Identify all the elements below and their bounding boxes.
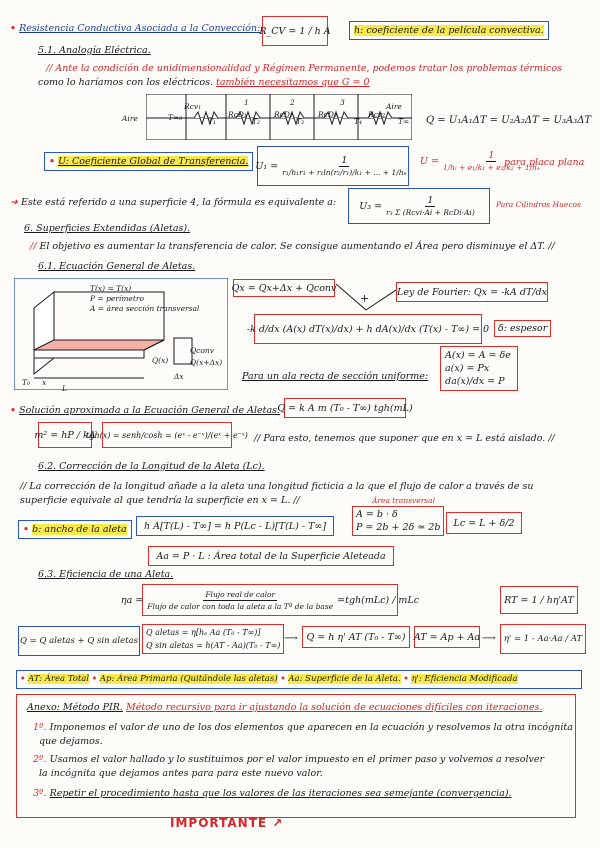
q-total-formula: Q = Q aletas + Q sin aletas: [18, 626, 140, 656]
ab-box: [352, 506, 444, 536]
fin-label-a: A = área sección transversal: [90, 304, 200, 313]
circuit-r4: RcD₃: [318, 110, 337, 119]
annex-box: [16, 694, 576, 818]
u-formula-box: U₁ = $\frac{1}{\text{r₁/h₁r₁ + r₁ln(r₂/r₁)/k₁ + ... + 1/hₑ}}$: [257, 146, 409, 186]
circuit-t2: T₂: [252, 117, 261, 126]
u-definition-box: • U: Coeficiente Global de Transferencia.: [44, 152, 253, 171]
section-6-1-title: 6.1. Ecuación General de Aletas.: [38, 261, 196, 272]
fin-label-qconv: Qconv: [190, 346, 214, 355]
q-aletas-line: Q aletas = η[hₑ Aa (T₀ - T∞)]: [146, 628, 261, 637]
fin-label-t0: T₀: [22, 378, 31, 387]
important-label: IMPORTANTE ↗: [170, 816, 284, 830]
section-6-3-title: 6.3. Eficiencia de una Aleta.: [38, 569, 174, 580]
q-relation: Q = U₁A₁ΔT = U₂A₂ΔT = U₃A₃ΔT: [426, 115, 592, 126]
uniform-line-1: A(x) = A = δe: [445, 350, 511, 361]
rt-formula: RT = 1 / hη'AT: [500, 586, 578, 614]
fin-label-dx: Δx: [174, 372, 184, 381]
q-components-box: [142, 624, 284, 654]
lc-formula: Lc = L + δ/2: [446, 512, 522, 534]
delta-definition: δ: espesor: [494, 320, 551, 337]
circuit-r1: Rcv₁: [184, 102, 202, 111]
s62-text1: // La corrección de la longitud añade a la aleta una longitud ficticia a la que el flujo de calor a través de su: [20, 481, 534, 492]
fin-label-tx: T(x) = T(x): [90, 284, 132, 293]
solution-formula: Q = k A m (T₀ - T∞) tgh(mL): [284, 398, 406, 418]
section-5-1-title: 5.1. Analogía Eléctrica.: [38, 45, 151, 56]
rcv-formula-box: [259, 16, 331, 46]
annex-title: Anexo: Método PIR. Método recursivo para ir ajustando la solución de ecuaciones difíciles con iteraciones.: [27, 702, 543, 713]
circuit-n3: 3: [340, 98, 345, 107]
fin-label-x: x: [42, 378, 47, 387]
area-total-formula: Aa = P · L : Área total de la Superficie Aleteada: [148, 546, 394, 566]
eta-modified-formula: η' = 1 - Aa·Aa / AT: [500, 624, 586, 654]
general-fin-equation: -k d/dx (A(x) dT(x)/dx) + h dA(x)/dx (T(x) - T∞) = 0: [254, 314, 482, 344]
important-arrow-icon: ↗: [272, 816, 284, 830]
solution-note: // Para esto, tenemos que suponer que en x = L está aislado. //: [254, 433, 555, 444]
circuit-r5: Rcv₂: [368, 110, 386, 119]
solution-title: • Solución aproximada a la Ecuación General de Aletas:: [10, 405, 281, 416]
ab-line-2: P = 2b + 2δ ≃ 2b: [356, 522, 441, 533]
annex-step-2-cont: la incógnita que dejamos antes para para este nuevo valor.: [39, 768, 323, 779]
cylinder-text: ➜ Este está referido a una superficie 4, la fórmula es equivalente a:: [10, 197, 337, 208]
b-definition: • b: ancho de la aleta: [18, 520, 132, 539]
uniform-box: [440, 346, 518, 391]
cylinder-formula-box: U₃ = $\frac{1}{\text{r₃ Σ (Rcvi·Ai + RcDi·Ai)}}$: [348, 188, 490, 224]
circuit-t-inf-right: T∞: [398, 117, 410, 126]
circuit-n1: 1: [244, 98, 249, 107]
area-definitions: • AT: Área Total • Ap: Área Primaria (Quitándole las aletas) • Aa: Superficie de la Aleta. • η': Eficiencia Modificada: [16, 670, 582, 689]
at-formula: AT = Ap + Aa: [414, 626, 480, 648]
circuit-left-label: Aire: [122, 114, 138, 123]
s62-text2: superficie equivale al que tendría la superficie en x = L. //: [20, 495, 300, 506]
s51-text1: // Ante la condición de unidimensionalidad y Régimen Permanente, podemos tratar los problemas térmicos: [46, 63, 562, 74]
uniform-text: Para un ala recta de sección uniforme:: [242, 371, 429, 382]
s6-text: // El objetivo es aumentar la transferencia de calor. Se consigue aumentando el Área pero disminuye el ΔT. //: [30, 241, 555, 252]
m-squared-formula: m² = hP / kA: [38, 422, 92, 448]
merge-arrows: [336, 284, 396, 314]
s51-text2: como lo haríamos con los eléctricos. también necesitamos que G = 0: [38, 77, 370, 88]
fourier-law: Ley de Fourier: Qx = -kA dT/dx: [396, 282, 548, 302]
cylinder-note: Para Cilindros Huecos: [496, 200, 581, 209]
section-6-2-title: 6.2. Corrección de la Longitud de la Aleta (Lc).: [38, 461, 265, 472]
arrow-1: ⟶: [284, 633, 298, 644]
svg-text:+: +: [360, 292, 370, 305]
circuit-t4: T₄: [354, 117, 363, 126]
efficiency-formula-box: ηa = $\frac{\text{Flujo real de calor}}{\text{Flujo de calor con toda la aleta a la Tª de la base}}$ = tgh(mLc) / mLc: [142, 584, 398, 616]
fin-label-qx: Q(x): [152, 356, 169, 365]
circuit-t3: T₃: [296, 117, 305, 126]
fin-red-face: [34, 340, 164, 350]
uniform-line-3: da(x)/dx = P: [445, 376, 505, 387]
q-effective-formula: Q = h η' AT (T₀ - T∞): [302, 626, 410, 648]
circuit-r2: RcD₁: [228, 110, 247, 119]
circuit-n2: 2: [290, 98, 295, 107]
circuit-t1: T₁: [208, 117, 217, 126]
fin-label-l: L: [62, 384, 67, 393]
fin-label-p: P = perímetro: [90, 294, 144, 303]
u-plate-note: para placa plana: [504, 157, 585, 168]
section-6-title: 6. Superficies Extendidas (Aletas).: [24, 223, 191, 234]
tgh-formula: tgh(x) = senh/cosh = (eˣ - e⁻ˣ)/(eˣ + e⁻ˣ): [102, 422, 232, 448]
circuit-t-inf-left: T∞₀: [168, 113, 183, 122]
circuit-right-label: Aire: [386, 102, 402, 111]
fin-label-qxdx: Q(x+Δx): [190, 358, 223, 367]
annex-step-3: 3º. Repetir el procedimiento hasta que los valores de las iteraciones sea semejante (convergencia).: [33, 788, 512, 799]
arrow-2: ⟶: [482, 633, 496, 644]
circuit-r3: RcD₂: [274, 110, 293, 119]
lc-equation: h A[T(L) - T∞] = h P(Lc - L)[T(L) - T∞]: [136, 516, 334, 536]
annex-step-1: 1º. Imponemos el valor de uno de los dos elementos que aparecen en la ecuación y resolvemos la otra incógnita: [33, 722, 573, 733]
q-sin-aletas-line: Q sin aletas = h(AT - Aa)(T₀ - T∞): [146, 641, 281, 650]
fin-base: [34, 292, 54, 374]
annex-step-2: 2º. Usamos el valor hallado y lo sustituimos por el valor impuesto en el primer paso y volvemos a resolver: [33, 754, 545, 765]
h-definition: h: coeficiente de la película convectiva.: [349, 21, 549, 40]
rcv-formula: R_CV = 1 / h A: [259, 25, 331, 37]
header-title: • Resistencia Conductiva Asociada a la Convección:: [10, 23, 261, 34]
u-plate-formula: U = $\frac{1}{\text{1/hᵢ + e₁/k₁ + e₂/k₂ + 1/hₑ}}$: [420, 150, 540, 172]
area-transversal-note: Área transversal: [372, 496, 436, 505]
uniform-line-2: a(x) = Px: [445, 363, 490, 374]
ab-line-1: A = b · δ: [356, 509, 398, 520]
annex-step-1-cont: que dejamos.: [39, 736, 103, 747]
energy-balance: Qx = Qx+Δx + Qconv: [233, 279, 335, 297]
